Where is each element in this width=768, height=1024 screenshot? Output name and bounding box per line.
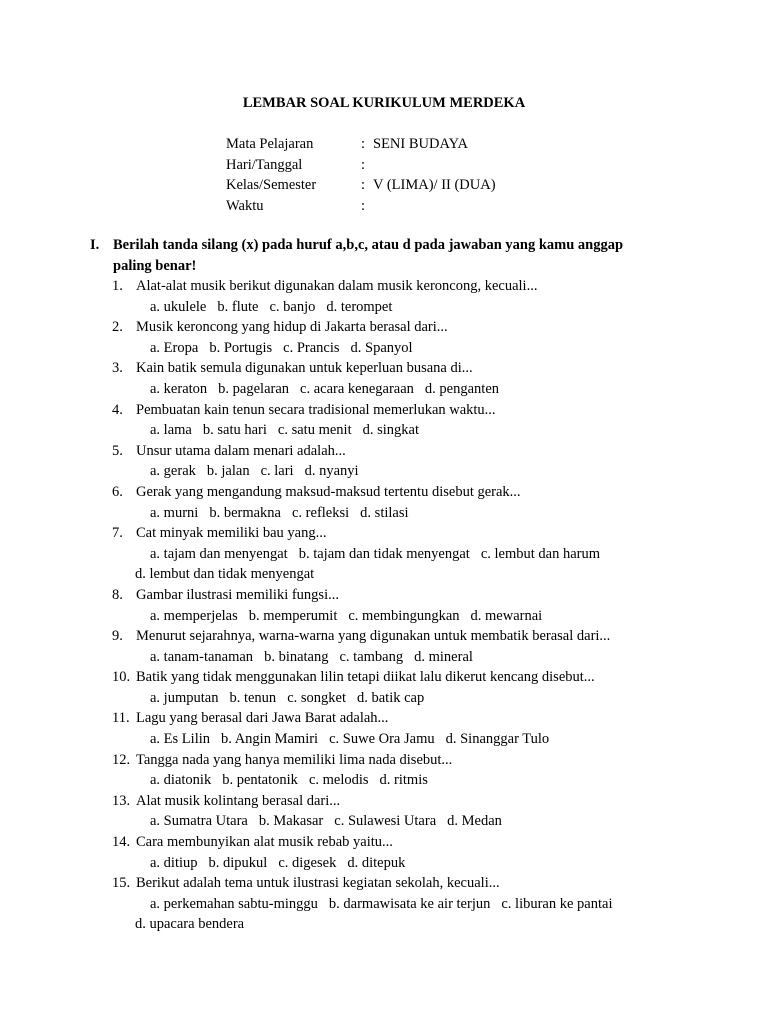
question-text: Gerak yang mengandung maksud-maksud tertentu disebut gerak...	[136, 483, 521, 500]
answer-option: d. penganten	[424, 380, 500, 397]
answer-option: c. liburan ke pantai	[501, 895, 613, 912]
question-text: Gambar ilustrasi memiliki fungsi...	[136, 586, 339, 603]
question-item	[112, 523, 672, 585]
answer-option: a. memperjelas	[150, 607, 238, 624]
answer-option: a. tajam dan menyengat	[150, 545, 288, 562]
answer-option: a. tanam-tanaman	[150, 648, 254, 665]
question-text: Lagu yang berasal dari Jawa Barat adalah...	[136, 710, 389, 727]
info-block	[226, 134, 496, 217]
answer-option: b. darmawisata ke air terjun	[328, 895, 491, 912]
question-number: 2.	[112, 319, 123, 336]
page-title: LEMBAR SOAL KURIKULUM MERDEKA	[242, 95, 526, 111]
answer-options	[112, 379, 672, 400]
answer-option: b. memperumit	[248, 607, 338, 624]
question-text: Tangga nada yang hanya memiliki lima nada disebut...	[136, 751, 453, 768]
question-number: 5.	[112, 442, 123, 459]
question-line	[112, 358, 672, 379]
answer-options	[112, 811, 672, 832]
info-separator: :	[361, 177, 366, 194]
question-number: 11.	[112, 710, 130, 727]
answer-option: d. Medan	[447, 813, 502, 830]
question-line	[112, 482, 672, 503]
info-value: SENI BUDAYA	[373, 136, 468, 152]
question-item	[112, 791, 672, 832]
answer-option: d. terompet	[326, 298, 393, 315]
answer-option: d. nyanyi	[304, 463, 359, 480]
answer-option: b. dipukul	[208, 854, 268, 871]
answer-option: b. Portugis	[209, 339, 273, 356]
question-text: Batik yang tidak menggunakan lilin tetapi diikat lalu dikerut kencang disebut...	[136, 669, 595, 686]
answer-option: a. diatonik	[150, 772, 212, 789]
info-value: V (LIMA)/ II (DUA)	[373, 177, 496, 194]
answer-option: a. jumputan	[150, 689, 219, 706]
answer-options	[112, 688, 672, 709]
answer-option: d. singkat	[362, 422, 419, 439]
question-number: 14.	[112, 834, 131, 851]
answer-option: c. lari	[260, 463, 294, 480]
answer-option: b. tajam dan tidak menyengat	[298, 545, 470, 562]
question-item	[112, 276, 672, 317]
answer-options	[112, 297, 672, 318]
question-item	[112, 626, 672, 667]
answer-option: c. digesek	[278, 854, 337, 871]
question-item	[112, 358, 672, 399]
answer-option: b. Makasar	[258, 813, 324, 830]
answer-options	[112, 729, 672, 750]
question-text: Cara membunyikan alat musik rebab yaitu...	[136, 834, 393, 851]
question-number: 9.	[112, 628, 123, 645]
question-text: Berikut adalah tema untuk ilustrasi kegiatan sekolah, kecuali...	[136, 875, 500, 892]
info-row-subject	[226, 134, 496, 155]
answer-options	[112, 894, 672, 915]
answer-option: b. pentatonik	[222, 772, 298, 789]
answer-option: c. satu menit	[277, 422, 352, 439]
answer-options	[112, 503, 672, 524]
question-item	[112, 750, 672, 791]
question-number: 8.	[112, 586, 123, 603]
answer-option: d. ditepuk	[347, 854, 406, 871]
question-number: 12.	[112, 751, 131, 768]
answer-option: d. mewarnai	[470, 607, 543, 624]
answer-option: c. membingungkan	[348, 607, 460, 624]
answer-option: b. flute	[217, 298, 259, 315]
info-separator: :	[361, 136, 366, 152]
answer-option: d. mineral	[414, 648, 473, 665]
question-number: 1.	[112, 278, 123, 294]
answer-option: c. Prancis	[283, 339, 340, 356]
answer-option: b. tenun	[229, 689, 277, 706]
answer-option: b. bermakna	[209, 504, 281, 521]
answer-options	[112, 853, 672, 874]
answer-option: c. Sulawesi Utara	[334, 813, 437, 830]
question-item	[112, 317, 672, 358]
answer-option: c. acara kenegaraan	[300, 380, 414, 397]
answer-option: a. ukulele	[150, 298, 207, 315]
answer-options	[112, 770, 672, 791]
answer-options	[112, 338, 672, 359]
answer-option: c. melodis	[308, 772, 369, 789]
question-list	[112, 276, 672, 935]
question-text: Kain batik semula digunakan untuk keperluan busana di...	[136, 360, 473, 377]
question-number: 15.	[112, 875, 131, 892]
question-text: Alat-alat musik berikut digunakan dalam musik keroncong, kecuali...	[136, 278, 538, 294]
answer-option: a. Sumatra Utara	[150, 813, 248, 830]
answer-option: a. murni	[150, 504, 199, 521]
answer-option: d. lembut dan tidak menyengat	[135, 566, 315, 583]
question-item	[112, 585, 672, 626]
question-item	[112, 482, 672, 523]
question-number: 4.	[112, 401, 123, 418]
answer-option: a. keraton	[150, 380, 208, 397]
info-row-class	[226, 175, 496, 196]
question-item	[112, 667, 672, 708]
question-line	[112, 441, 672, 462]
answer-option: d. ritmis	[379, 772, 428, 789]
answer-option: a. lama	[150, 422, 192, 439]
question-line	[112, 791, 672, 812]
info-row-time	[226, 196, 496, 217]
instruction-text: Berilah tanda silang (x) pada huruf a,b,c, atau d pada jawaban yang kamu anggap paling benar!	[113, 237, 624, 274]
question-number: 6.	[112, 483, 123, 500]
answer-option: b. jalan	[206, 463, 250, 480]
question-number: 13.	[112, 792, 131, 809]
question-line	[112, 626, 672, 647]
answer-option: b. binatang	[264, 648, 329, 665]
question-text: Pembuatan kain tenun secara tradisional memerlukan waktu...	[136, 401, 496, 418]
answer-option: b. Angin Mamiri	[221, 731, 319, 748]
info-label: Kelas/Semester	[226, 177, 317, 194]
question-line	[112, 585, 672, 606]
question-text: Unsur utama dalam menari adalah...	[136, 442, 346, 459]
answer-option: a. gerak	[150, 463, 196, 480]
question-item	[112, 873, 672, 935]
info-separator: :	[361, 156, 366, 173]
question-text: Alat musik kolintang berasal dari...	[136, 792, 341, 809]
answer-option: d. upacara bendera	[135, 916, 245, 933]
answer-options	[112, 647, 672, 668]
question-number: 7.	[112, 525, 123, 542]
question-item	[112, 832, 672, 873]
answer-option: a. Es Lilin	[150, 731, 211, 748]
question-line	[112, 400, 672, 421]
answer-option: c. banjo	[269, 298, 316, 315]
question-line	[112, 317, 672, 338]
question-item	[112, 708, 672, 749]
answer-options	[112, 606, 672, 627]
info-row-date	[226, 155, 496, 176]
answer-options	[112, 420, 672, 441]
answer-option: c. refleksi	[292, 504, 350, 521]
answer-option: c. lembut dan harum	[480, 545, 601, 562]
section-instruction	[90, 235, 660, 276]
question-line	[112, 667, 672, 688]
question-line	[112, 523, 672, 544]
answer-option: d. stilasi	[360, 504, 409, 521]
answer-option: c. tambang	[339, 648, 404, 665]
question-number: 10.	[112, 669, 131, 686]
info-label: Waktu	[226, 198, 264, 215]
question-item	[112, 441, 672, 482]
answer-option: d. Sinanggar Tulo	[445, 731, 550, 748]
answer-option: b. satu hari	[202, 422, 267, 439]
answer-option: d. batik cap	[356, 689, 425, 706]
answer-option: b. pagelaran	[218, 380, 290, 397]
answer-option: d. Spanyol	[350, 339, 413, 356]
answer-option: a. Eropa	[150, 339, 199, 356]
answer-option: c. songket	[287, 689, 346, 706]
answer-options	[112, 544, 672, 565]
question-text: Cat minyak memiliki bau yang...	[136, 525, 327, 542]
info-label: Mata Pelajaran	[226, 136, 314, 152]
answer-option: a. ditiup	[150, 854, 198, 871]
question-line	[112, 750, 672, 771]
info-separator: :	[361, 198, 366, 215]
answer-option: a. perkemahan sabtu-minggu	[150, 895, 318, 912]
question-item	[112, 400, 672, 441]
question-text: Menurut sejarahnya, warna-warna yang digunakan untuk membatik berasal dari...	[136, 628, 611, 645]
question-line	[112, 832, 672, 853]
question-line	[112, 873, 672, 894]
question-line	[112, 276, 672, 297]
answer-options	[112, 461, 672, 482]
answer-option: c. Suwe Ora Jamu	[329, 731, 435, 748]
question-line	[112, 708, 672, 729]
info-label: Hari/Tanggal	[226, 156, 303, 173]
question-number: 3.	[112, 360, 123, 377]
section-number: I.	[90, 237, 100, 253]
question-text: Musik keroncong yang hidup di Jakarta berasal dari...	[136, 319, 448, 336]
